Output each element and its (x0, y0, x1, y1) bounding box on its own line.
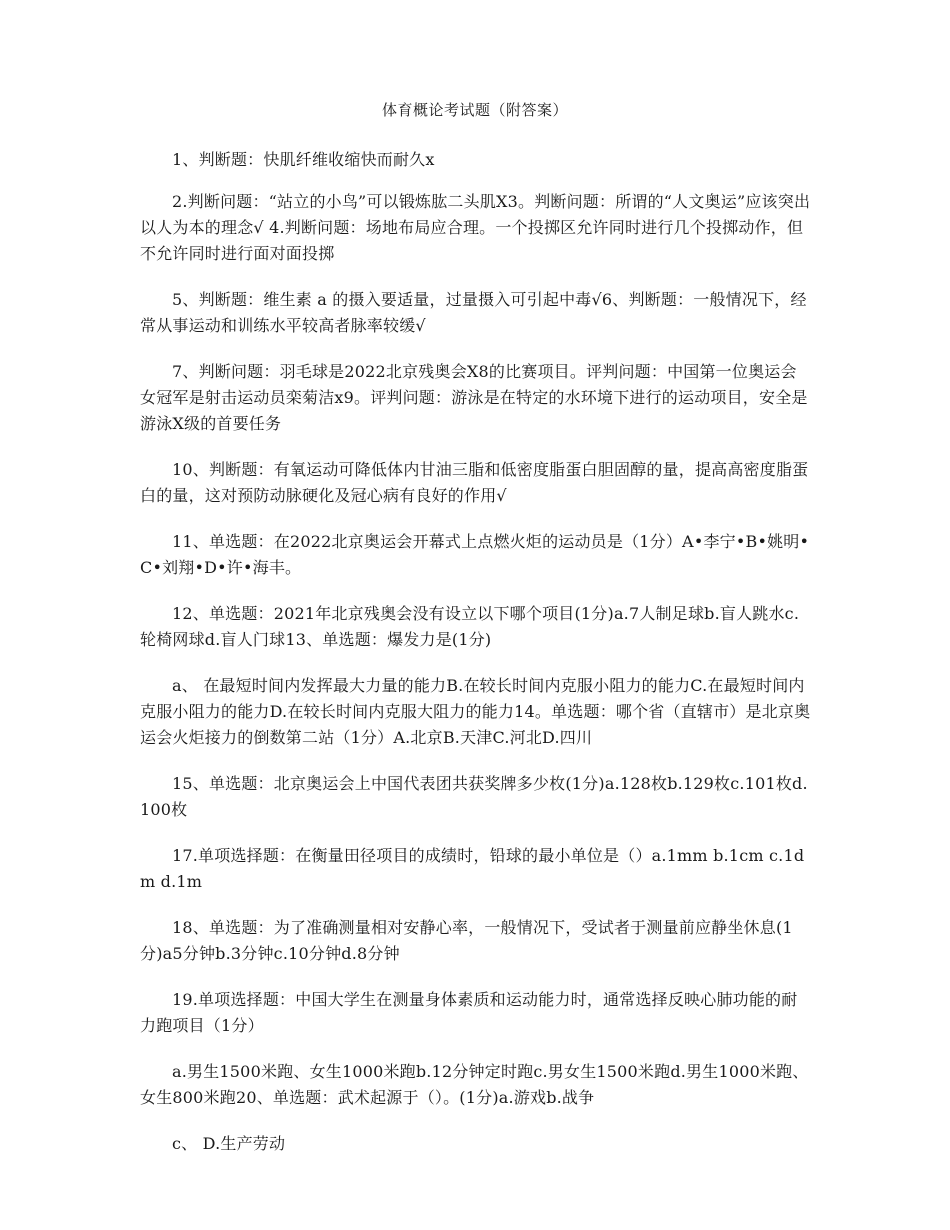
paragraph-2: 2.判断问题：“站立的小鸟”可以锻炼肱二头肌X3。判断问题：所谓的“人文奥运”应该突出以人为本的理念√ 4.判断问题：场地布局应合理。一个投掷区允许同时进行几个投掷动作，但不允许同时进行面对面投掷 (140, 192, 811, 263)
document-body (140, 147, 812, 1177)
paragraph-1: 1、判断题：快肌纤维收缩快而耐久x (172, 150, 435, 169)
paragraph-5: 10、判断题：有氧运动可降低体内甘油三脂和低密度脂蛋白胆固醇的量，提高高密度脂蛋白的量，这对预防动脉硬化及冠心病有良好的作用√ (140, 460, 809, 505)
paragraph-10: 17.单项选择题：在衡量田径项目的成绩时，铅球的最小单位是（）a.1mm b.1cm c.1dm d.1m (140, 846, 805, 891)
document-title: 体育概论考试题（附答案） (381, 101, 568, 119)
paragraph-3: 5、判断题：维生素 a 的摄入要适量，过量摄入可引起中毒√6、判断题：一般情况下，经常从事运动和训练水平较高者脉率较缓√ (140, 290, 807, 335)
paragraph-12: 19.单项选择题：中国大学生在测量身体素质和运动能力时，通常选择反映心肺功能的耐力跑项目（1分） (140, 990, 798, 1035)
paragraph-9: 15、单选题：北京奥运会上中国代表团共获奖牌多少枚(1分)a.128枚b.129枚c.101枚d.100枚 (140, 774, 808, 819)
paragraph-7: 12、单选题：2021年北京残奥会没有设立以下哪个项目(1分)a.7人制足球b.盲人跳水c.轮椅网球d.盲人门球13、单选题：爆发力是(1分) (140, 604, 800, 649)
paragraph-4: 7、判断问题：羽毛球是2022北京残奥会X8的比赛项目。评判问题：中国第一位奥运会女冠军是射击运动员栾菊洁x9。评判问题：游泳是在特定的水环境下进行的运动项目，安全是游泳X级的首要任务 (140, 362, 808, 433)
paragraph-14: c、 D.生产劳动 (172, 1134, 286, 1153)
paragraph-6: 11、单选题：在2022北京奥运会开幕式上点燃火炬的运动员是（1分）A•李宁•B•姚明•C•刘翔•D•许•海丰。 (140, 532, 810, 577)
paragraph-13: a.男生1500米跑、女生1000米跑b.12分钟定时跑c.男女生1500米跑d.男生1000米跑、女生800米跑20、单选题：武术起源于（）。(1分)a.游戏b.战争 (140, 1062, 809, 1107)
paragraph-11: 18、单选题：为了准确测量相对安静心率，一般情况下，受试者于测量前应静坐休息(1分)a5分钟b.3分钟c.10分钟d.8分钟 (140, 918, 793, 963)
paragraph-8: a、 在最短时间内发挥最大力量的能力B.在较长时间内克服小阻力的能力C.在最短时间内克服小阻力的能力D.在较长时间内克服大阻力的能力14。单选题：哪个省（直辖市）是北京奥运会火炬接力的倒数第二站（1分）A.北京B.天津C.河北D.四川 (140, 676, 811, 747)
